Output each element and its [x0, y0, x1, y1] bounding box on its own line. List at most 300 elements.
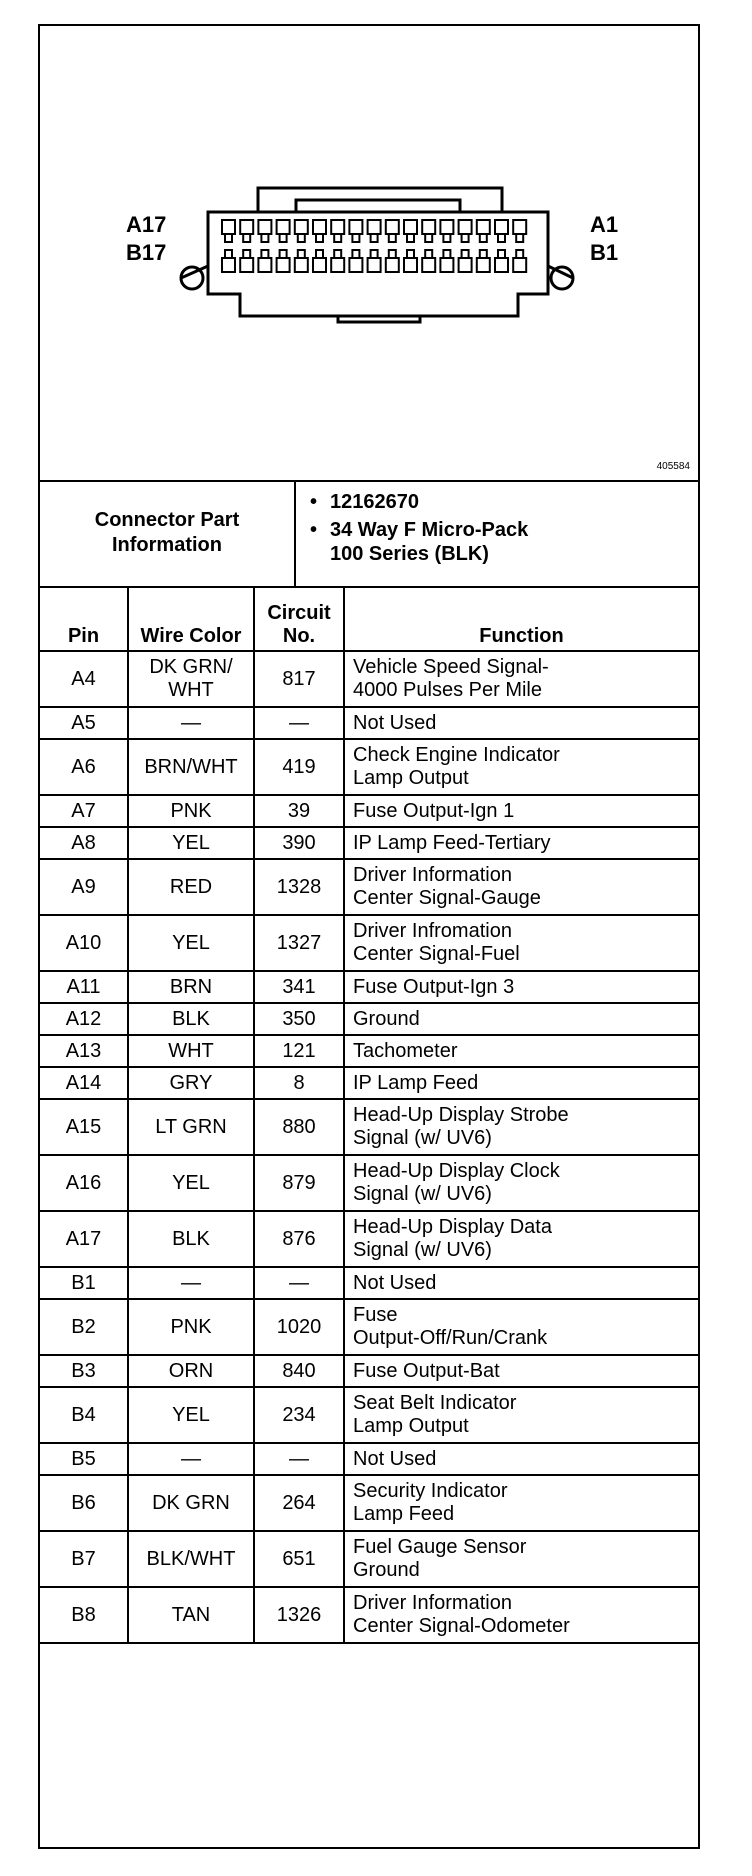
pin-cavity [386, 220, 399, 234]
cell-pin-text: A10 [65, 931, 102, 954]
cell-wire-color-text: GRY [169, 1071, 213, 1094]
table-row [40, 1067, 698, 1099]
cell-function [344, 915, 698, 971]
cell-wire-color-text: RED [169, 875, 213, 898]
pin-cavity [222, 258, 235, 272]
cell-wire-color-text: WHT [168, 679, 214, 701]
cell-function [344, 827, 698, 859]
pin-cavity [422, 258, 435, 272]
pin-terminal [352, 250, 359, 258]
pin-terminal [334, 250, 341, 258]
pin-terminal [280, 250, 287, 258]
cell-pin [40, 1267, 128, 1299]
cell-function [344, 1099, 698, 1155]
pin-cavity [477, 220, 490, 234]
table-row [40, 1355, 698, 1387]
cell-pin [40, 1211, 128, 1267]
cell-wire-color-text: — [181, 711, 201, 734]
pin-terminal [298, 250, 305, 258]
pin-cavity [495, 258, 508, 272]
cell-function-text: Output-Off/Run/Crank [353, 1327, 548, 1349]
pin-cavity [240, 258, 253, 272]
cell-function-text: Not Used [353, 1271, 437, 1294]
cell-circuit [254, 827, 344, 859]
header-pin: Pin [40, 586, 128, 651]
cell-circuit [254, 1475, 344, 1531]
cell-function-text: Fuse Output-Bat [353, 1359, 500, 1382]
cell-circuit [254, 1443, 344, 1475]
bullet: • [310, 519, 318, 541]
pin-terminal [371, 234, 378, 242]
cell-function-text: Head-Up Display Strobe [353, 1104, 569, 1126]
cell-pin-text: A16 [65, 1171, 102, 1194]
cell-function-text: IP Lamp Feed [353, 1071, 479, 1094]
cell-function-text: Driver Information [353, 864, 512, 886]
pin-cavity [495, 220, 508, 234]
cell-wire-color [128, 795, 254, 827]
cell-function-text: Not Used [353, 711, 437, 734]
pin-terminal [498, 234, 505, 242]
table-row [40, 1443, 698, 1475]
pin-cavity [404, 220, 417, 234]
cell-wire-color [128, 1355, 254, 1387]
cell-circuit-text: 39 [287, 799, 311, 822]
cell-pin [40, 1475, 128, 1531]
cell-function-text: Ground [353, 1007, 420, 1030]
cell-pin-text: A8 [71, 831, 96, 854]
pin-terminal [516, 250, 523, 258]
cell-wire-color [128, 859, 254, 915]
pin-terminal [425, 250, 432, 258]
pin-cavity [368, 220, 381, 234]
cell-wire-color-text: TAN [171, 1603, 211, 1626]
table-row [40, 859, 698, 915]
cell-pin-text: B4 [71, 1403, 96, 1426]
cell-function-text: Seat Belt Indicator [353, 1392, 517, 1414]
cell-wire-color-text: BRN [169, 975, 213, 998]
pin-terminal [316, 234, 323, 242]
bullet: • [310, 491, 318, 513]
cell-circuit [254, 739, 344, 795]
cell-circuit-text: 879 [282, 1171, 316, 1194]
cell-wire-color [128, 915, 254, 971]
pin-cavity [422, 220, 435, 234]
cell-pin-text: A11 [66, 975, 101, 998]
cell-circuit [254, 1267, 344, 1299]
cell-pin [40, 651, 128, 707]
pin-terminal [425, 234, 432, 242]
cell-wire-color-text: YEL [172, 831, 210, 854]
cell-circuit-text: 1020 [276, 1315, 322, 1338]
cell-circuit-text: 234 [282, 1403, 316, 1426]
table-row [40, 827, 698, 859]
connector-info-details [310, 490, 680, 570]
pin-cavity [222, 220, 235, 234]
table-row [40, 1003, 698, 1035]
cell-function-text: Fuse Output-Ign 1 [353, 799, 515, 822]
cell-circuit [254, 707, 344, 739]
cell-circuit-text: 419 [282, 755, 316, 778]
cell-function [344, 1267, 698, 1299]
heading-line-1: Connector Part [94, 509, 240, 531]
cell-function [344, 1587, 698, 1643]
cell-function [344, 1475, 698, 1531]
cell-circuit-text: 651 [282, 1547, 316, 1570]
cell-circuit-text: — [289, 1271, 309, 1294]
cell-wire-color-text: — [181, 1271, 201, 1294]
table-row [40, 707, 698, 739]
cell-pin [40, 1003, 128, 1035]
pin-cavity [313, 258, 326, 272]
cell-circuit-text: 264 [282, 1491, 316, 1514]
cell-function-text: Head-Up Display Data [353, 1216, 552, 1238]
cell-wire-color [128, 1587, 254, 1643]
header-wire-color: Wire Color [128, 586, 254, 651]
cell-circuit [254, 1035, 344, 1067]
table-row [40, 651, 698, 707]
table-row [40, 1099, 698, 1155]
cell-circuit [254, 1531, 344, 1587]
pin-cavity [295, 220, 308, 234]
pin-terminal [225, 234, 232, 242]
pin-cavity [258, 220, 271, 234]
label-a17: A17 [126, 212, 167, 237]
cell-function [344, 1003, 698, 1035]
cell-function-text: Signal (w/ UV6) [353, 1239, 492, 1261]
cell-circuit-text: 350 [282, 1007, 316, 1030]
description-line-2: 100 Series (BLK) [330, 543, 489, 565]
cell-circuit [254, 795, 344, 827]
cell-wire-color [128, 1531, 254, 1587]
cell-circuit-text: 840 [282, 1359, 316, 1382]
header-function: Function [344, 586, 698, 651]
pin-terminal [316, 250, 323, 258]
cell-function-text: Signal (w/ UV6) [353, 1127, 492, 1149]
pin-cavities [222, 220, 526, 272]
cell-function [344, 707, 698, 739]
cell-circuit [254, 1099, 344, 1155]
cell-circuit [254, 1355, 344, 1387]
cell-wire-color [128, 827, 254, 859]
pin-cavity [440, 220, 453, 234]
cell-function [344, 1211, 698, 1267]
cell-pin-text: A14 [65, 1071, 102, 1094]
cell-circuit-text: — [289, 711, 309, 734]
pin-terminal [462, 250, 469, 258]
cell-function-text: Tachometer [353, 1039, 458, 1062]
cell-wire-color-text: PNK [170, 1315, 212, 1338]
cell-pin-text: B2 [71, 1315, 96, 1338]
cell-wire-color-text: BLK [172, 1007, 210, 1030]
cell-pin-text: B6 [71, 1491, 96, 1514]
cell-wire-color [128, 1443, 254, 1475]
part-number: 12162670 [330, 491, 419, 513]
cell-pin [40, 1443, 128, 1475]
pin-terminal [225, 250, 232, 258]
cell-pin-text: A17 [65, 1227, 102, 1250]
cell-circuit-text: 876 [282, 1227, 316, 1250]
pin-terminal [371, 250, 378, 258]
table-row [40, 971, 698, 1003]
table-row [40, 795, 698, 827]
cell-wire-color-text: DK GRN [152, 1491, 230, 1514]
cell-circuit-text: 121 [282, 1039, 316, 1062]
pin-terminal [352, 234, 359, 242]
cell-function [344, 1443, 698, 1475]
cell-pin-text: B5 [71, 1447, 96, 1470]
cell-wire-color [128, 971, 254, 1003]
cell-wire-color [128, 1155, 254, 1211]
header-circuit-line-2: No. [282, 625, 316, 647]
cell-circuit [254, 1155, 344, 1211]
cell-function-text: Fuel Gauge Sensor [353, 1536, 527, 1558]
cell-wire-color [128, 1035, 254, 1067]
pin-cavity [513, 220, 526, 234]
cell-pin-text: A12 [65, 1007, 102, 1030]
cell-wire-color [128, 1267, 254, 1299]
cell-pin-text: A5 [71, 711, 96, 734]
cell-function-text: Check Engine Indicator [353, 744, 560, 766]
cell-function-text: Lamp Output [353, 1415, 469, 1437]
cell-pin [40, 1587, 128, 1643]
connector-top-key [296, 200, 460, 212]
table-row [40, 1587, 698, 1643]
pin-terminal [389, 234, 396, 242]
pin-cavity [459, 220, 472, 234]
cell-circuit [254, 1299, 344, 1355]
pin-cavity [513, 258, 526, 272]
pin-terminal [334, 234, 341, 242]
pin-cavity [349, 220, 362, 234]
cell-circuit-text: — [289, 1447, 309, 1470]
cell-wire-color-text: WHT [168, 1039, 214, 1062]
pin-terminal [261, 250, 268, 258]
cell-pin [40, 1155, 128, 1211]
cell-function [344, 651, 698, 707]
pin-cavity [459, 258, 472, 272]
pin-cavity [258, 258, 271, 272]
pin-terminal [443, 250, 450, 258]
pin-cavity [440, 258, 453, 272]
pin-terminal [243, 234, 250, 242]
pinout-table [40, 586, 698, 1644]
table-row [40, 739, 698, 795]
pin-terminal [407, 250, 414, 258]
cell-wire-color-text: YEL [172, 1171, 210, 1194]
table-header-row [40, 586, 698, 651]
pin-terminal [462, 234, 469, 242]
pin-terminal [298, 234, 305, 242]
connector-diagram [40, 26, 698, 482]
pin-cavity [349, 258, 362, 272]
cell-pin [40, 915, 128, 971]
cell-circuit [254, 1387, 344, 1443]
cell-circuit-text: 1327 [276, 931, 322, 954]
cell-pin [40, 827, 128, 859]
cell-wire-color [128, 1299, 254, 1355]
cell-circuit [254, 651, 344, 707]
cell-pin [40, 1299, 128, 1355]
cell-circuit-text: 817 [282, 667, 316, 690]
cell-wire-color-text: DK GRN/ [149, 656, 233, 678]
cell-circuit [254, 1587, 344, 1643]
cell-wire-color [128, 1211, 254, 1267]
cell-function [344, 795, 698, 827]
table-row [40, 1531, 698, 1587]
table-row [40, 1155, 698, 1211]
cell-wire-color-text: YEL [172, 1403, 210, 1426]
label-b17: B17 [126, 240, 167, 265]
cell-pin [40, 1099, 128, 1155]
pin-terminal [516, 234, 523, 242]
cell-circuit-text: 880 [282, 1115, 316, 1138]
cell-function-text: Center Signal-Fuel [353, 943, 520, 965]
cell-function [344, 1035, 698, 1067]
cell-wire-color [128, 1387, 254, 1443]
pin-cavity [331, 220, 344, 234]
pin-cavity [477, 258, 490, 272]
cell-pin-text: B8 [71, 1603, 96, 1626]
cell-wire-color-text: LT GRN [155, 1115, 227, 1138]
cell-function [344, 1531, 698, 1587]
table-row [40, 1211, 698, 1267]
cell-pin [40, 1035, 128, 1067]
label-b1: B1 [590, 240, 619, 265]
pin-terminal [407, 234, 414, 242]
cell-circuit [254, 859, 344, 915]
cell-circuit [254, 1211, 344, 1267]
pin-terminal [498, 250, 505, 258]
cell-function-text: Ground [353, 1559, 420, 1581]
cell-function-text: Lamp Feed [353, 1503, 455, 1525]
label-a1: A1 [590, 212, 619, 237]
cell-circuit-text: 1328 [276, 875, 322, 898]
cell-pin [40, 739, 128, 795]
cell-function-text: Security Indicator [353, 1480, 508, 1502]
header-circuit-line-1: Circuit [267, 602, 331, 624]
cell-wire-color [128, 651, 254, 707]
cell-circuit [254, 971, 344, 1003]
cell-wire-color [128, 1099, 254, 1155]
cell-pin [40, 1531, 128, 1587]
cell-function-text: Not Used [353, 1447, 437, 1470]
cell-function-text: Driver Infromation [353, 920, 512, 942]
cell-function [344, 739, 698, 795]
cell-function-text: Center Signal-Gauge [353, 887, 541, 909]
cell-pin-text: B7 [71, 1547, 96, 1570]
table-row [40, 1035, 698, 1067]
cell-pin-text: A4 [71, 667, 96, 690]
cell-wire-color [128, 707, 254, 739]
pin-cavity [295, 258, 308, 272]
pin-terminal [389, 250, 396, 258]
table-row [40, 1299, 698, 1355]
cell-function-text: IP Lamp Feed-Tertiary [353, 831, 551, 854]
cell-function [344, 1355, 698, 1387]
document-frame [38, 24, 700, 1849]
cell-circuit-text: 341 [282, 975, 316, 998]
cell-pin-text: A9 [71, 875, 96, 898]
cell-function [344, 1299, 698, 1355]
pin-terminal [480, 234, 487, 242]
part-number-line [310, 490, 680, 514]
cell-function [344, 1067, 698, 1099]
cell-wire-color-text: BLK/WHT [146, 1547, 236, 1570]
figure-reference-number: 405584 [656, 461, 690, 472]
pin-cavity [386, 258, 399, 272]
cell-wire-color-text: YEL [172, 931, 210, 954]
cell-wire-color-text: PNK [170, 799, 212, 822]
cell-circuit-text: 8 [293, 1071, 305, 1094]
cell-function [344, 1155, 698, 1211]
connector-info [40, 480, 698, 588]
cell-function [344, 971, 698, 1003]
cell-function [344, 1387, 698, 1443]
description-line [310, 518, 680, 566]
cell-pin-text: A7 [71, 799, 96, 822]
cell-wire-color-text: — [181, 1447, 201, 1470]
cell-pin [40, 971, 128, 1003]
cell-circuit [254, 915, 344, 971]
pin-cavity [368, 258, 381, 272]
description-line-1: 34 Way F Micro-Pack [330, 519, 529, 541]
pin-cavity [277, 258, 290, 272]
cell-wire-color [128, 739, 254, 795]
cell-function-text: Driver Information [353, 1592, 512, 1614]
pin-cavity [277, 220, 290, 234]
cell-circuit [254, 1067, 344, 1099]
cell-function-text: 4000 Pulses Per Mile [353, 679, 542, 701]
cell-function-text: Vehicle Speed Signal- [353, 656, 549, 678]
table-row [40, 1267, 698, 1299]
cell-circuit-text: 1326 [276, 1603, 322, 1626]
pin-cavity [331, 258, 344, 272]
cell-function-text: Lamp Output [353, 767, 469, 789]
cell-pin-text: B3 [71, 1359, 96, 1382]
pin-terminal [243, 250, 250, 258]
cell-pin [40, 1387, 128, 1443]
cell-function-text: Head-Up Display Clock [353, 1160, 560, 1182]
pin-cavity [240, 220, 253, 234]
cell-wire-color-text: BLK [172, 1227, 210, 1250]
cell-pin [40, 1355, 128, 1387]
cell-function-text: Fuse Output-Ign 3 [353, 975, 515, 998]
pin-terminal [261, 234, 268, 242]
pin-terminal [280, 234, 287, 242]
cell-pin-text: A13 [65, 1039, 102, 1062]
header-circuit-no [254, 586, 344, 651]
cell-function-text: Fuse [353, 1304, 398, 1326]
pin-terminal [480, 250, 487, 258]
cell-wire-color [128, 1475, 254, 1531]
heading-line-2: Information [112, 534, 222, 556]
connector-info-heading [40, 480, 296, 586]
table-row [40, 1387, 698, 1443]
pin-terminal [443, 234, 450, 242]
cell-wire-color-text: BRN/WHT [144, 755, 238, 778]
cell-wire-color [128, 1003, 254, 1035]
cell-pin [40, 1067, 128, 1099]
cell-circuit-text: 390 [282, 831, 316, 854]
cell-pin [40, 859, 128, 915]
table-row [40, 915, 698, 971]
cell-function-text: Signal (w/ UV6) [353, 1183, 492, 1205]
pin-cavity [404, 258, 417, 272]
pin-cavity [313, 220, 326, 234]
cell-pin [40, 795, 128, 827]
cell-function-text: Center Signal-Odometer [353, 1615, 570, 1637]
cell-function [344, 859, 698, 915]
